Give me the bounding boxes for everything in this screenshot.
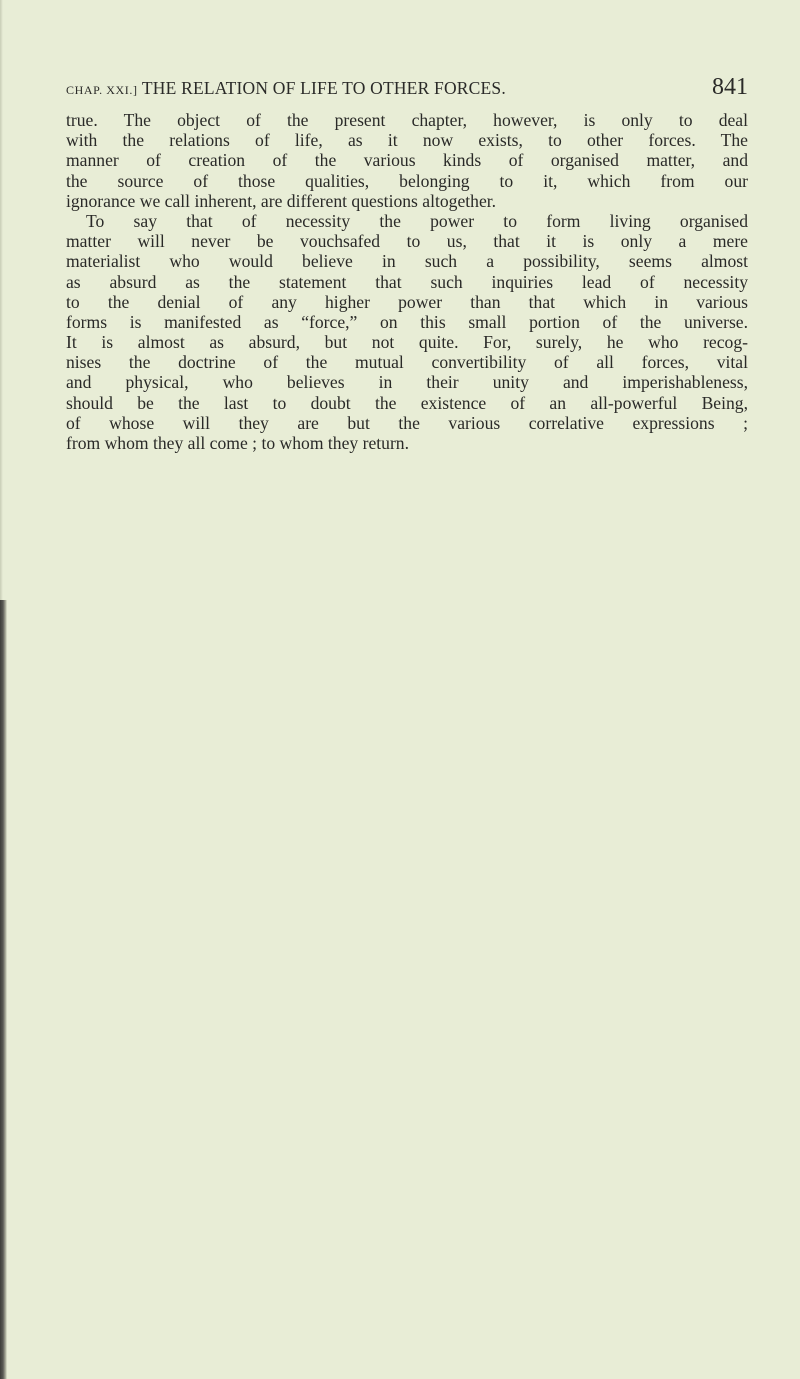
text-line: with the relations of life, as it now exists, to other forces. The	[66, 130, 748, 151]
body-paragraph	[66, 110, 748, 453]
text-line: as absurd as the statement that such inquiries lead of necessity	[66, 271, 748, 292]
text-line: matter will never be vouchsafed to us, that it is only a mere	[66, 231, 748, 252]
chapter-label: CHAP. XXI.]	[66, 83, 138, 97]
text-line: the source of those qualities, belonging to it, which from our	[66, 170, 748, 191]
text-line: ignorance we call inherent, are different questions altogether.	[66, 190, 497, 211]
text-line: should be the last to doubt the existence of an all-powerful Being,	[66, 392, 748, 413]
page-binding-edge	[0, 600, 7, 1379]
header-title: THE RELATION OF LIFE TO OTHER FORCES.	[141, 78, 506, 98]
text-line: to the denial of any higher power than that which in various	[66, 291, 748, 312]
text-line: materialist who would believe in such a possibility, seems almost	[66, 251, 748, 272]
text-line: from whom they all come ; to whom they return.	[66, 433, 410, 453]
text-line: forms is manifested as “force,” on this small portion of the universe.	[66, 311, 748, 332]
text-line: To say that of necessity the power to form living organised	[86, 210, 748, 231]
text-line: manner of creation of the various kinds of organised matter, and	[66, 150, 748, 171]
text-line: and physical, who believes in their unity and imperishableness,	[66, 372, 748, 393]
running-head	[66, 78, 506, 99]
text-line: nises the doctrine of the mutual convertibility of all forces, vital	[66, 352, 748, 373]
page-number: 841	[712, 74, 748, 100]
page-gutter-shadow	[0, 0, 3, 600]
text-line: true. The object of the present chapter, however, is only to deal	[66, 110, 748, 130]
running-header	[66, 74, 748, 104]
text-line: It is almost as absurd, but not quite. For, surely, he who recog-	[66, 332, 748, 353]
text-line: of whose will they are but the various correlative expressions ;	[66, 412, 748, 433]
